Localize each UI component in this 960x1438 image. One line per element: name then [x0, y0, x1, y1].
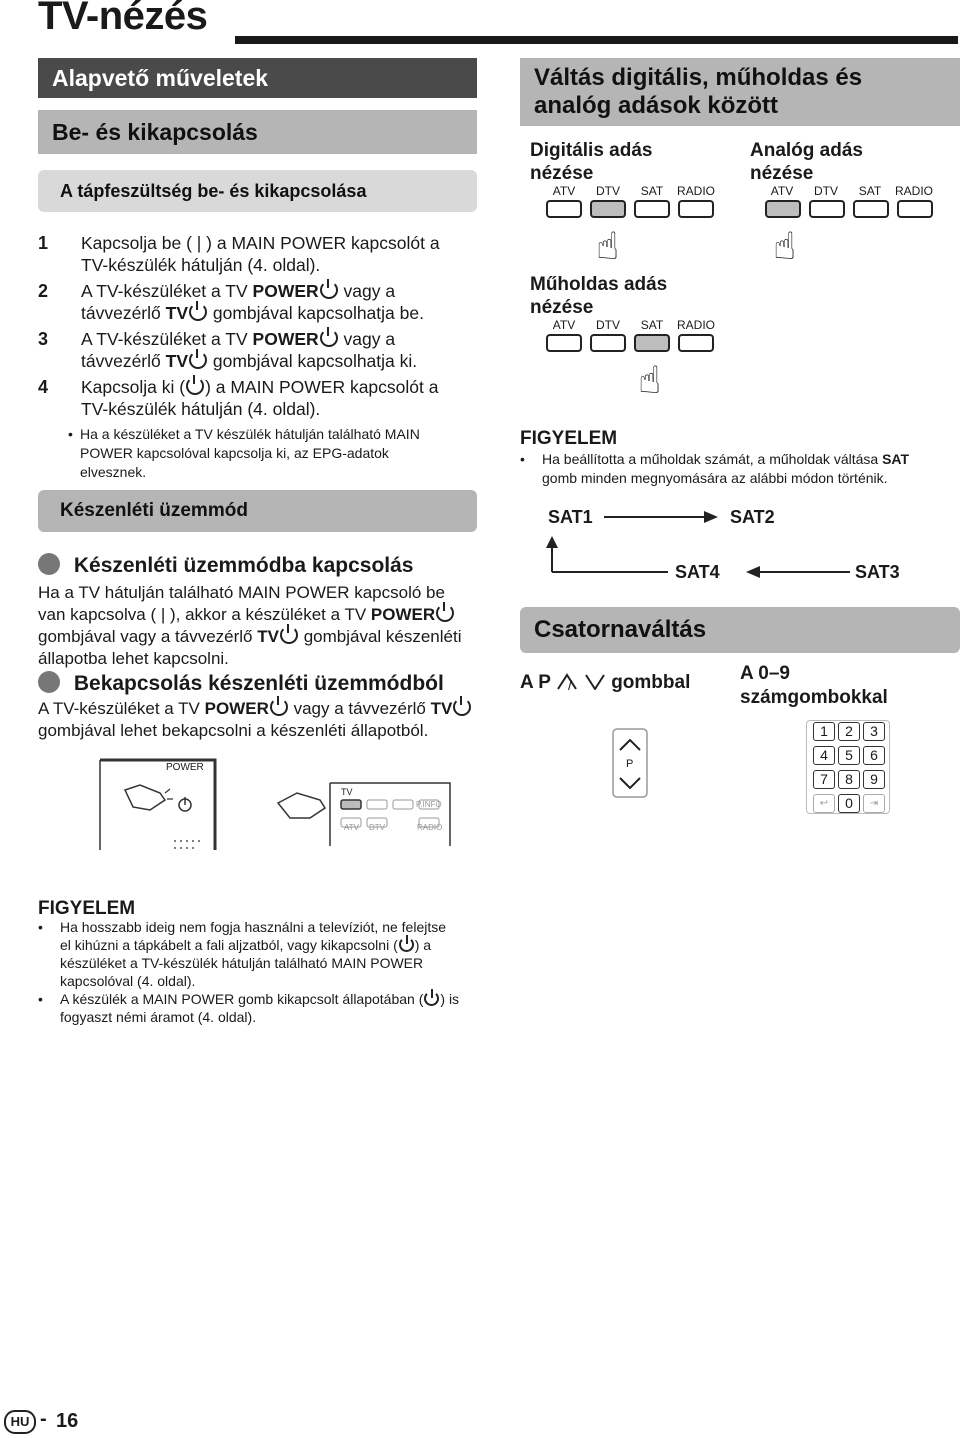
sat-button[interactable] [634, 334, 670, 352]
remote-pinfo-label: P.INFO [416, 800, 442, 809]
step-text-part: vagy a [338, 329, 396, 349]
tv-word: TV [257, 627, 279, 646]
heading-line: Analóg adás [750, 140, 863, 161]
power-icon [189, 351, 207, 369]
btn-label-atv: ATV [552, 184, 576, 198]
bullet: • [38, 991, 43, 1007]
step-number: 2 [38, 281, 49, 301]
text-part: vagy a távvezérlő [288, 699, 431, 718]
slash-separator: / [568, 677, 572, 693]
caption-line: számgombokkal [740, 687, 888, 708]
power-word: POWER [204, 699, 269, 718]
text-line [38, 698, 488, 720]
p-button-caption [520, 672, 690, 694]
step-text: TV-készülék hátulján (4. oldal). [81, 399, 321, 419]
digital-button-labels [545, 184, 715, 198]
step-1 [38, 232, 478, 280]
step-text-part: ) a MAIN POWER kapcsolót a [205, 377, 439, 397]
step-number: 3 [38, 329, 49, 349]
sat1-label: SAT1 [548, 507, 593, 527]
analog-button-labels [763, 184, 933, 198]
btn-label-sat: SAT [640, 318, 664, 332]
up-down-icon [556, 672, 606, 690]
tv-word: TV [165, 351, 188, 371]
num-key-1[interactable]: 1 [813, 722, 835, 741]
sat3-label: SAT3 [855, 562, 900, 582]
power-icon [424, 991, 439, 1006]
text-part: gombjával készenléti [298, 627, 462, 646]
num-key-0[interactable]: 0 [838, 794, 860, 813]
power-icon [280, 626, 298, 644]
step-text: TV-készülék hátulján (4. oldal). [81, 255, 321, 275]
section-title-switch [520, 58, 960, 126]
step-text-part: A TV-készüléket a TV [81, 329, 253, 349]
text-part: A TV-készüléket a TV [38, 699, 205, 718]
analog-buttons [765, 200, 933, 218]
step-text [81, 302, 424, 324]
tv-word: TV [165, 303, 188, 323]
sat2-label: SAT2 [730, 507, 775, 527]
input-key-icon[interactable]: ⇥ [863, 794, 885, 813]
note-line: elvesznek. [80, 464, 147, 480]
remote-tv-label: TV [341, 787, 353, 797]
subsection-title-power: Be- és kikapcsolás [38, 110, 477, 154]
step-text-part: gombjával kapcsolhatja ki. [208, 351, 418, 371]
step-text [81, 280, 395, 302]
power-icon [189, 303, 207, 321]
text-part: gombjával vagy a távvezérlő [38, 627, 258, 646]
standby-to-text [38, 582, 478, 670]
numkey-caption [740, 662, 888, 710]
atv-button[interactable] [546, 334, 582, 352]
satellite-button-labels [545, 318, 715, 332]
btn-label-radio: RADIO [677, 318, 716, 332]
tv-power-label: POWER [166, 762, 204, 773]
step-text-part: vagy a [338, 281, 396, 301]
power-icon [320, 281, 338, 299]
remote-radio-label: RADIO [417, 823, 443, 832]
subsubsection-title-power: A tápfeszültség be- és kikapcsolása [38, 170, 477, 212]
power-word: POWER [252, 281, 319, 301]
btn-label-dtv: DTV [596, 184, 620, 198]
note-title-right: FIGYELEM [520, 428, 618, 449]
page-title: TV-nézés [38, 0, 208, 38]
standby-from-text [38, 698, 488, 742]
text-line: állapotba lehet kapcsolni. [38, 649, 229, 668]
step-note [68, 425, 480, 482]
note-line: fogyaszt némi áramot (4. oldal). [60, 1009, 257, 1025]
note-line [60, 990, 480, 1008]
bullet: • [38, 919, 43, 935]
step-text: Kapcsolja be ( | ) a MAIN POWER kapcsolót a [81, 233, 440, 253]
bullet: • [520, 451, 525, 467]
tv-word: TV [430, 699, 453, 718]
power-icon [320, 329, 338, 347]
language-badge: HU [4, 1410, 36, 1434]
note-line: készüléket a TV-készülék hátulján található MAIN POWER [60, 955, 424, 971]
note-right-text [520, 450, 952, 488]
page-number: 16 [56, 1410, 79, 1432]
standby-from-heading: Bekapcsolás készenléti üzemmódból [73, 672, 444, 695]
step-text-part: Kapcsolja ki ( [81, 377, 186, 397]
num-key-4[interactable]: 4 [813, 746, 835, 765]
caption-line: A 0–9 [740, 663, 790, 684]
hand-press-icon: ☝ [638, 360, 662, 402]
num-key-6[interactable]: 6 [863, 746, 885, 765]
power-icon [186, 377, 204, 395]
step-text-part: gombjával kapcsolhatja be. [208, 303, 424, 323]
dtv-button[interactable] [590, 334, 626, 352]
note-part: Ha beállította a műholdak számát, a műholdak váltása [542, 451, 883, 467]
heading-line: nézése [530, 297, 594, 318]
keypad [813, 722, 885, 813]
title-line: Váltás digitális, műholdas és [534, 64, 863, 91]
num-key-2[interactable]: 2 [838, 722, 860, 741]
step-text [81, 328, 395, 350]
atv-button[interactable] [546, 200, 582, 218]
note-part: A készülék a MAIN POWER gomb kikapcsolt állapotában ( [60, 991, 424, 1007]
step-number: 4 [38, 377, 49, 397]
power-icon [270, 698, 288, 716]
num-key-3[interactable]: 3 [863, 722, 885, 741]
text-line: Ha a TV hátulján található MAIN POWER kapcsoló be [38, 583, 445, 602]
power-icon [453, 698, 471, 716]
power-word: POWER [370, 605, 436, 624]
note-line: Ha a készüléket a TV készülék hátulján található MAIN [80, 426, 420, 442]
digital-buttons [546, 200, 714, 218]
sat4-label: SAT4 [675, 562, 720, 582]
heading-line: nézése [530, 163, 594, 184]
heading-line: Műholdas adás [530, 274, 668, 295]
title-line: analóg adások között [534, 92, 779, 119]
section-title-basic: Alapvető műveletek [38, 58, 477, 98]
sat-button[interactable] [853, 200, 889, 218]
note-part: el kihúzni a tápkábelt a fali aljzatból, vagy kikapcsolni ( [60, 937, 398, 953]
num-key-9[interactable]: 9 [863, 770, 885, 789]
step-number: 1 [38, 233, 49, 253]
note-line: kapcsolóval (4. oldal). [60, 973, 196, 989]
note-line [60, 936, 480, 954]
return-key-icon[interactable]: ↩ [813, 794, 835, 813]
dtv-button[interactable] [809, 200, 845, 218]
sat-word: SAT [882, 451, 910, 467]
power-word: POWER [252, 329, 319, 349]
dtv-button[interactable] [590, 200, 626, 218]
title-rule [235, 36, 958, 44]
step-text-part: A TV-készüléket a TV [81, 281, 253, 301]
btn-label-dtv: DTV [814, 184, 838, 198]
caption-part: gombbal [611, 672, 691, 693]
page-number-dash: - [40, 1408, 47, 1430]
num-key-5[interactable]: 5 [838, 746, 860, 765]
num-key-8[interactable]: 8 [838, 770, 860, 789]
heading-line: nézése [750, 163, 814, 184]
text-part: van kapcsolva ( | ), akkor a készüléket a TV [38, 605, 371, 624]
radio-button[interactable] [897, 200, 933, 218]
btn-label-dtv: DTV [596, 318, 620, 332]
heading-dot-icon [38, 553, 60, 575]
remote-dtv-label: DTV [369, 823, 385, 832]
num-key-7[interactable]: 7 [813, 770, 835, 789]
step-3 [38, 328, 478, 376]
step-text-part: távvezérlő [81, 303, 166, 323]
remote-atv-label: ATV [344, 823, 359, 832]
channel-title: Csatornaváltás [520, 607, 960, 653]
note-part: ) a [414, 937, 432, 953]
btn-label-radio: RADIO [895, 184, 934, 198]
caption-part: A P [520, 672, 551, 693]
btn-label-radio: RADIO [677, 184, 716, 198]
note-line: POWER kapcsolóval kapcsolja ki, az EPG-adatok [80, 445, 389, 461]
bottom-note-text [38, 918, 480, 1026]
btn-label-sat: SAT [858, 184, 882, 198]
btn-label-atv: ATV [770, 184, 794, 198]
remote-tv-illustration [275, 778, 455, 848]
satellite-buttons [546, 334, 714, 352]
note-part: ) is [440, 991, 460, 1007]
radio-button[interactable] [678, 200, 714, 218]
btn-label-atv: ATV [552, 318, 576, 332]
satellite-heading [530, 273, 667, 319]
bullet: • [68, 426, 73, 442]
btn-label-sat: SAT [640, 184, 664, 198]
radio-button[interactable] [678, 334, 714, 352]
analog-heading [750, 139, 863, 185]
standby-title: Készenléti üzemmód [38, 490, 477, 532]
hand-press-icon: ☝ [773, 226, 797, 268]
text-line: gombjával lehet bekapcsolni a készenléti állapotból. [38, 721, 429, 740]
step-text-part: távvezérlő [81, 351, 166, 371]
sat-button[interactable] [634, 200, 670, 218]
atv-button[interactable] [765, 200, 801, 218]
note-line: Ha hosszabb ideig nem fogja használni a televíziót, ne felejtse [60, 919, 447, 935]
hand-press-icon: ☝ [596, 226, 620, 268]
note-title-bottom: FIGYELEM [38, 898, 136, 919]
digital-heading [530, 139, 653, 185]
heading-dot-icon [38, 671, 60, 693]
note-line: gomb minden megnyomására az alábbi módon történik. [542, 470, 888, 486]
standby-to-heading: Készenléti üzemmódba kapcsolás [73, 554, 414, 577]
heading-line: Digitális adás [530, 140, 653, 161]
standby-to-heading-row [38, 553, 413, 578]
power-icon [399, 937, 414, 952]
note-line [542, 450, 952, 469]
step-4 [38, 376, 478, 424]
standby-from-heading-row [38, 671, 444, 696]
step-text [81, 350, 417, 372]
steps-list [38, 232, 478, 424]
text-line [38, 604, 478, 626]
step-2 [38, 280, 478, 328]
step-text [81, 376, 438, 398]
power-icon [436, 604, 454, 622]
text-line [38, 626, 478, 648]
p-key-label[interactable]: P [626, 758, 634, 770]
